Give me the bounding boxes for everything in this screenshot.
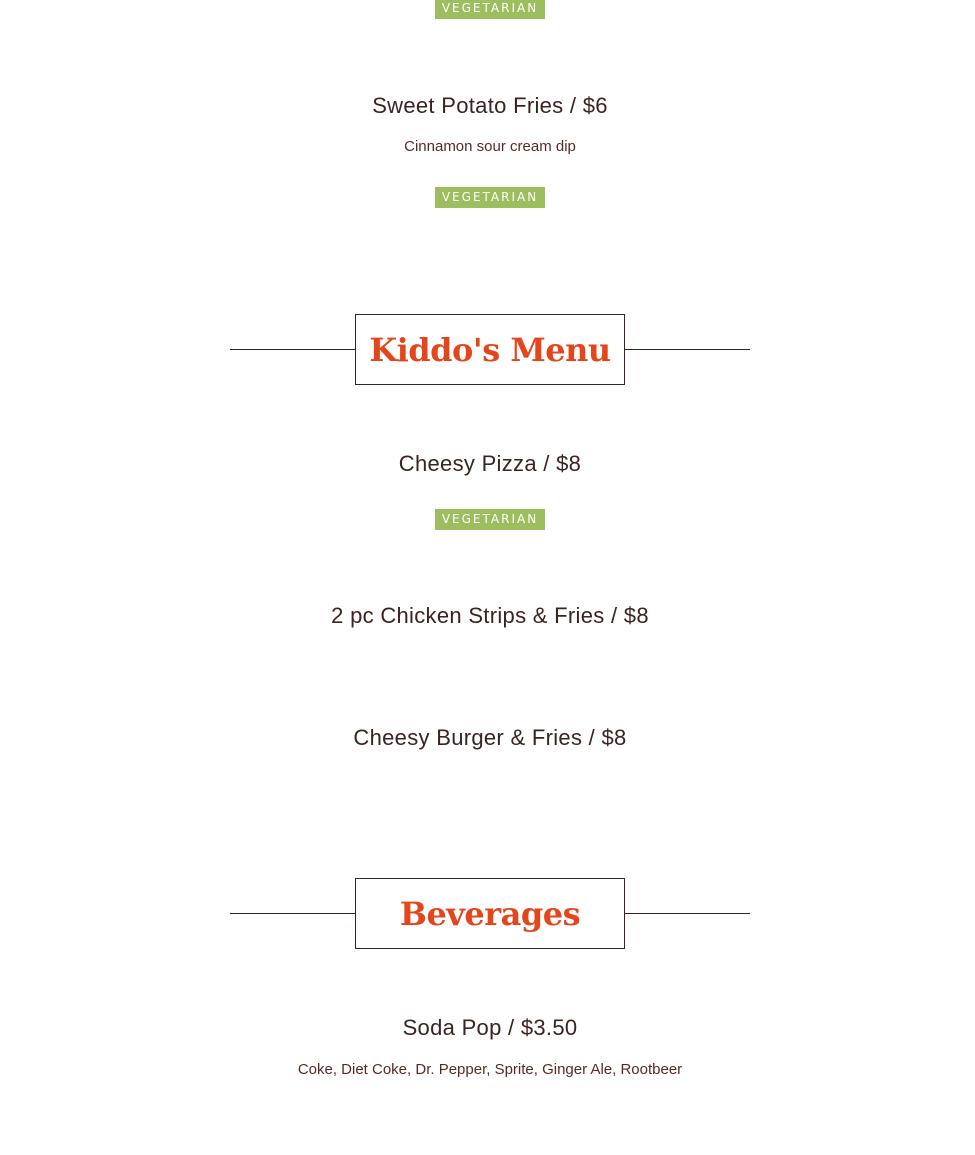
section-title-box [355, 878, 625, 949]
menu-item-title: Soda Pop / $3.50 [402, 1015, 578, 1040]
vegetarian-badge: VEGETARIAN [435, 0, 545, 19]
menu-item-title: Sweet Potato Fries / $6 [372, 93, 608, 118]
vegetarian-badge: VEGETARIAN [435, 509, 545, 530]
section-title: Beverages [399, 894, 581, 933]
menu-item-description: Coke, Diet Coke, Dr. Pepper, Sprite, Ginger Ale, Rootbeer [297, 1061, 683, 1078]
menu-item-title: Cheesy Pizza / $8 [398, 451, 582, 476]
divider-line-right [625, 349, 750, 350]
menu-item-title: 2 pc Chicken Strips & Fries / $8 [331, 603, 649, 628]
section-title: Kiddo's Menu [369, 330, 611, 369]
vegetarian-badge: VEGETARIAN [435, 187, 545, 208]
menu-item-title: Cheesy Burger & Fries / $8 [353, 725, 627, 750]
divider-line-left [230, 349, 355, 350]
divider-line-left [230, 913, 355, 914]
section-title-box [355, 314, 625, 385]
menu-item-description: Cinnamon sour cream dip [404, 138, 576, 155]
divider-line-right [625, 913, 750, 914]
